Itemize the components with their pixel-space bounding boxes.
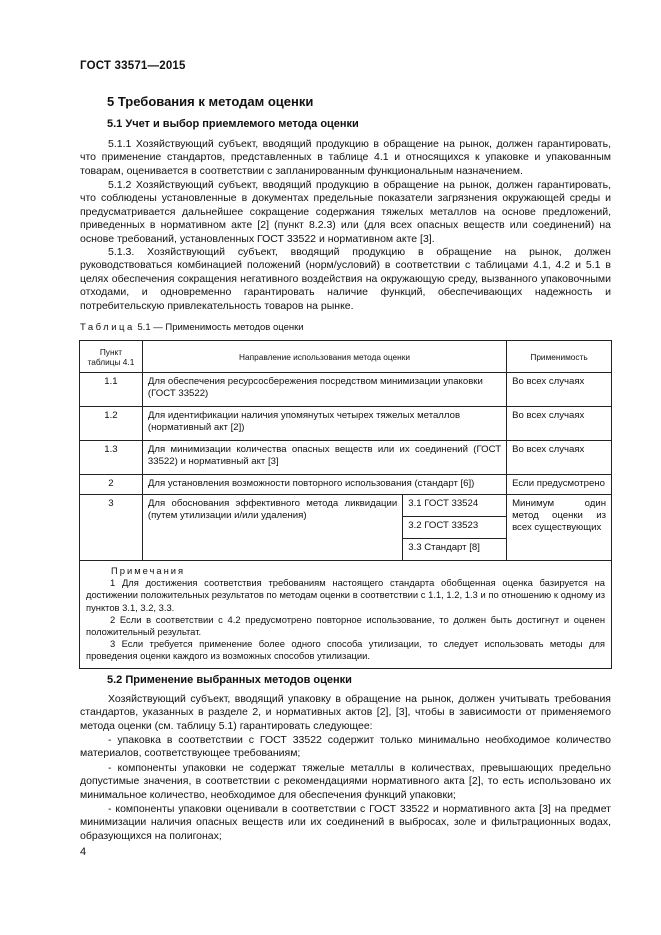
table-header-row	[80, 341, 612, 373]
row-direction: Для обоснования эффективного метода ликвидации (путем утилизации и/или удаления)	[142, 495, 402, 561]
table-row	[80, 373, 612, 407]
bullet-item: - компоненты упаковки не содержат тяжелые металлы в количествах, превышающих предельно допустимые значения, в соответствии с рекомендациями нормативного акта [2], то есть использовано их минимальное количество, необходимое для обеспечения функций упаковки;	[80, 762, 611, 801]
notes-title: Примечания	[111, 565, 186, 576]
paragraph-5-1-2: 5.1.2 Хозяйствующий субъект, вводящий продукцию в обращение на рынок, должен гарантировать, что соблюдены установленные в документах предельные показатели загрязнения окружающей среды и предусматривается дальнейшее сокращение содержания тяжелых металлов на основе предложений, приведенных в нормативном акте [2] (пункт 8.2.3) или (для всех опасных веществ или соединений) на основе требований, установленных ГОСТ 33522 и нормативном акте [3].	[80, 179, 611, 245]
method-cell: 3.3 Стандарт [8]	[403, 539, 507, 561]
note-item: 2 Если в соответствии с 4.2 предусмотрено повторное использование, то должен быть достигнут и оценен положительный результат.	[86, 613, 605, 638]
header-applicability: Применимость	[507, 341, 612, 373]
header-item: Пункт таблицы 4.1	[80, 341, 143, 373]
note-item: 3 Если требуется применение более одного способа утилизации, то следует использовать методы для проведения оценки каждого из возможных способов утилизации.	[86, 638, 605, 662]
note-item: 1 Для достижения соответствия требованиям настоящего стандарта обобщенная оценка базируется на достижении положительных результатов по методам оценки в соответствии с 1.1, 1.2, 1.3 и по отношению к одному из пунктов 3.1, 3.2, 3.3.	[86, 577, 605, 613]
paragraph-5-2: Хозяйствующий субъект, вводящий упаковку в обращение на рынок, должен учитывать требования стандартов, указанных в разделе 2, и нормативных актов [2], [3], чтобы в зависимости от применяемого метода оценки (см. таблицу 5.1) гарантировать следующее:	[80, 693, 611, 732]
subsection-title-5-2: 5.2 Применение выбранных методов оценки	[107, 674, 352, 686]
table-row	[80, 441, 612, 475]
applicability-table	[79, 340, 612, 669]
paragraph-5-1-3: 5.1.3. Хозяйствующий субъект, вводящий продукцию в обращение на рынок, должен руководствоваться комбинацией положений (норм/условий) в соответствии с таблицами 4.1, 4.2 и 5.1 в целях обеспечения сокращения негативного воздействия на окружающую среду, вызванного упаковочными отходами, и одновременно гарантировать наличие функций, обеспечивающих надежность и потребительскую привлекательность товаров на рынке.	[80, 246, 611, 312]
method-cell: 3.2 ГОСТ 33523	[403, 517, 507, 539]
row-applicability: Минимум один метод оценки из всех существующих	[507, 495, 612, 561]
row-number: 2	[80, 475, 143, 495]
row-number: 3	[80, 495, 143, 561]
table-notes	[80, 561, 612, 669]
table-row	[80, 407, 612, 441]
row-applicability: Во всех случаях	[507, 441, 612, 475]
table-row-disposal	[80, 495, 612, 517]
row-direction: Для минимизации количества опасных веществ или их соединений (ГОСТ 33522) и нормативный акт [3]	[142, 441, 506, 475]
row-applicability: Во всех случаях	[507, 373, 612, 407]
document-code: ГОСТ 33571—2015	[80, 60, 186, 72]
row-direction: Для идентификации наличия упомянутых четырех тяжелых металлов (нормативный акт [2])	[142, 407, 506, 441]
header-direction: Направление использования метода оценки	[142, 341, 506, 373]
section-title: 5 Требования к методам оценки	[107, 94, 314, 109]
row-applicability: Если предусмотрено	[507, 475, 612, 495]
row-applicability: Во всех случаях	[507, 407, 612, 441]
page-number: 4	[80, 846, 87, 858]
row-number: 1.3	[80, 441, 143, 475]
row-number: 1.2	[80, 407, 143, 441]
table-caption-word: Таблица	[80, 322, 135, 333]
row-direction: Для установления возможности повторного использования (стандарт [6])	[142, 475, 506, 495]
table-row	[80, 475, 612, 495]
table-caption-rest: 5.1 — Применимость методов оценки	[137, 322, 304, 333]
row-direction: Для обеспечения ресурсосбережения посредством минимизации упаковки (ГОСТ 33522)	[142, 373, 506, 407]
method-cell: 3.1 ГОСТ 33524	[403, 495, 507, 517]
bullet-item: - компоненты упаковки оценивали в соответствии с ГОСТ 33522 и нормативного акта [3] на предмет минимизации наличия опасных веществ или их соединений в выбросах, золе и фильтрационных водах, образующихся на полигонах;	[80, 803, 611, 842]
paragraph-5-1-1: 5.1.1 Хозяйствующий субъект, вводящий продукцию в обращение на рынок, должен гарантировать, что применение стандартов, представленных в таблице 4.1 и относящихся к упаковке и упакованным товарам, оценивается в соответствии с запланированным функциональным назначением.	[80, 138, 611, 177]
bullet-item: - упаковка в соответствии с ГОСТ 33522 содержит только минимально необходимое количество материалов, соответствующее требованиям;	[80, 734, 611, 760]
table-caption	[80, 322, 304, 333]
table-notes-row	[80, 561, 612, 669]
subsection-title-5-1: 5.1 Учет и выбор приемлемого метода оценки	[107, 118, 359, 130]
row-number: 1.1	[80, 373, 143, 407]
